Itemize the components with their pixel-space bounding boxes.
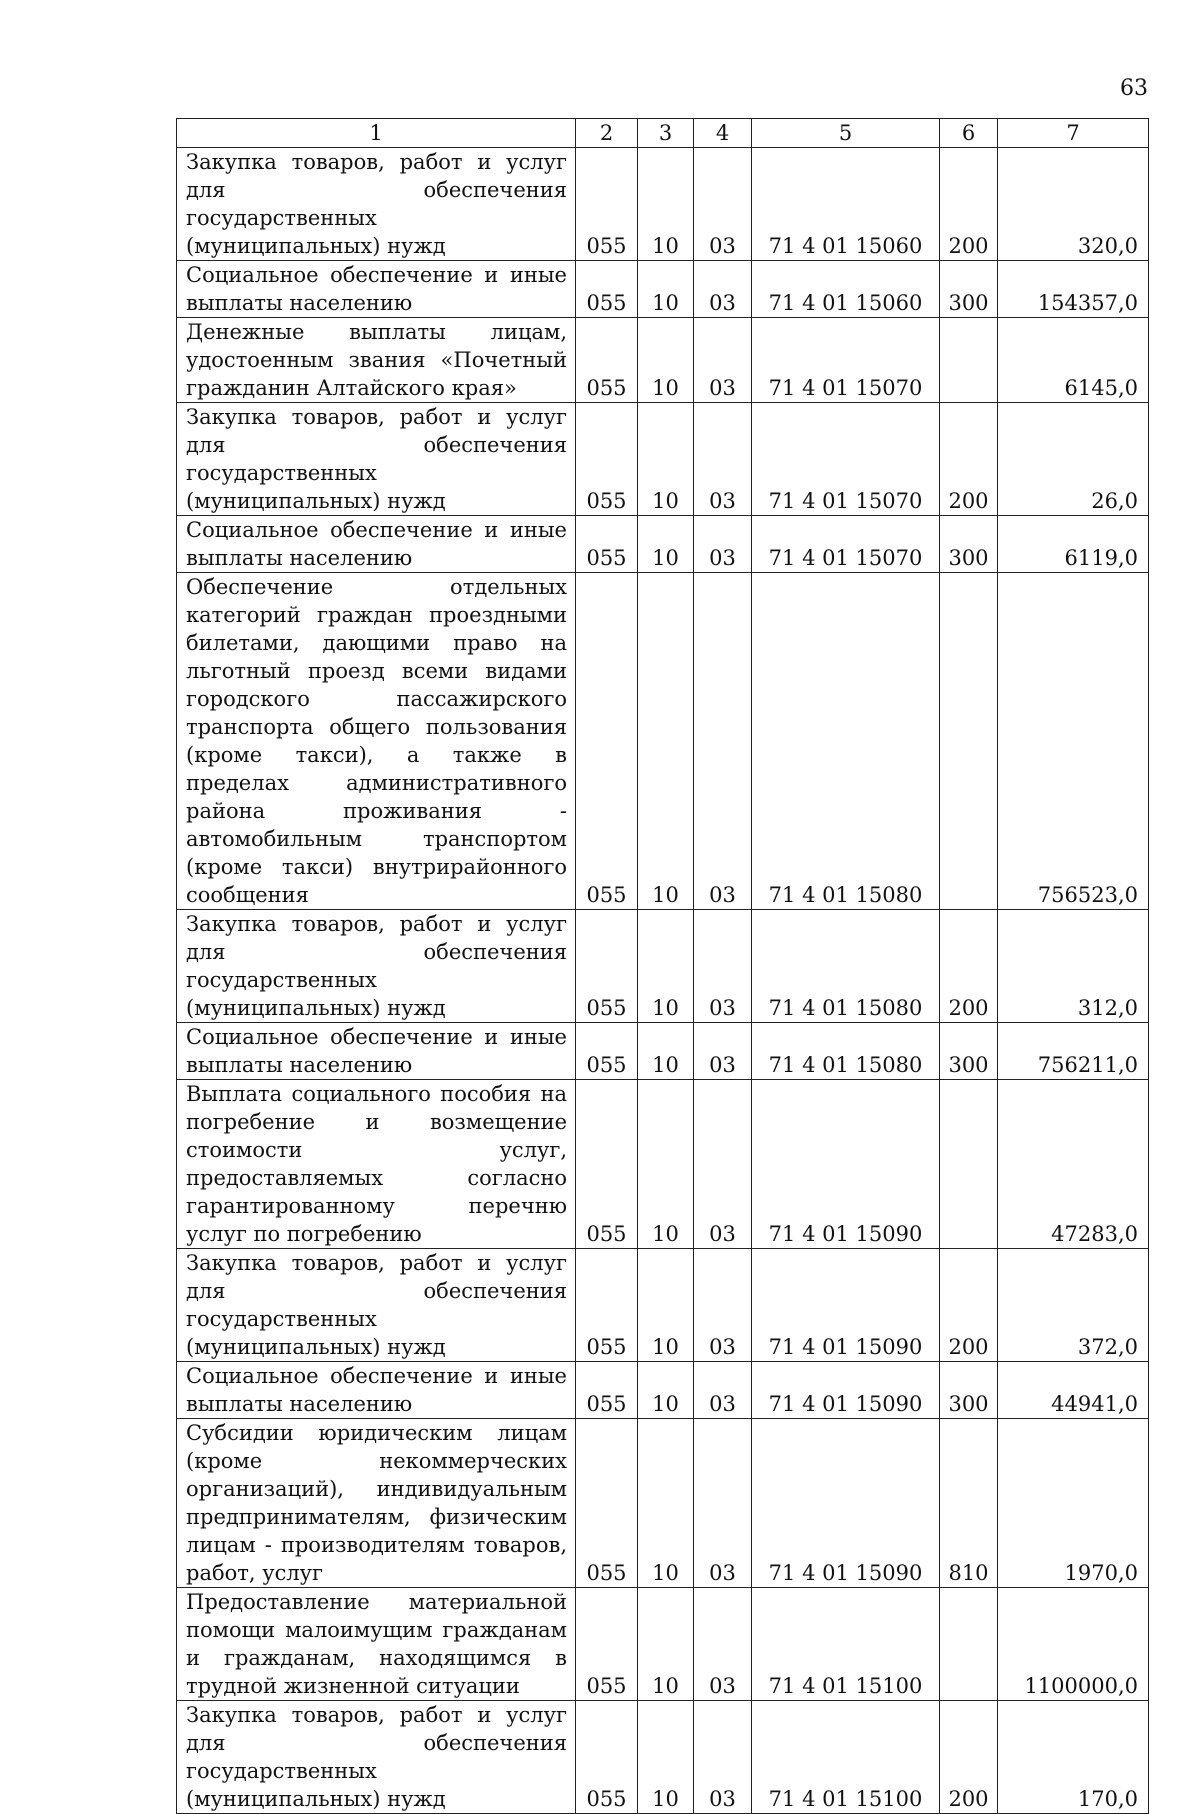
row-expense-type: 200 xyxy=(940,1701,998,1814)
row-amount: 47283,0 xyxy=(998,1080,1149,1249)
row-target-article: 71 4 01 15100 xyxy=(752,1588,940,1701)
table-row xyxy=(177,910,1149,1023)
row-description: Закупка товаров, работ и услуг для обеспечения государственных (муниципальных) нужд xyxy=(177,148,576,261)
row-amount: 1970,0 xyxy=(998,1419,1149,1588)
row-target-article: 71 4 01 15080 xyxy=(752,910,940,1023)
table-row xyxy=(177,1701,1149,1814)
row-section: 10 xyxy=(638,403,694,516)
row-section: 10 xyxy=(638,261,694,318)
row-target-article: 71 4 01 15090 xyxy=(752,1419,940,1588)
row-description: Субсидии юридическим лицам (кроме некоммерческих организаций), индивидуальным предпринимателям, физическим лицам - производителям товаров, работ, услуг xyxy=(177,1419,576,1588)
table-row xyxy=(177,1419,1149,1588)
table-header xyxy=(177,119,1149,148)
row-section: 10 xyxy=(638,318,694,403)
row-amount: 6145,0 xyxy=(998,318,1149,403)
row-target-article: 71 4 01 15060 xyxy=(752,148,940,261)
row-target-article: 71 4 01 15090 xyxy=(752,1362,940,1419)
table-row xyxy=(177,1080,1149,1249)
header-col-2: 2 xyxy=(576,119,638,148)
table-body xyxy=(177,148,1149,1814)
row-target-article: 71 4 01 15070 xyxy=(752,403,940,516)
row-admin-code: 055 xyxy=(576,1701,638,1814)
header-col-5: 5 xyxy=(752,119,940,148)
row-admin-code: 055 xyxy=(576,1249,638,1362)
row-subsection: 03 xyxy=(694,516,752,573)
row-subsection: 03 xyxy=(694,573,752,910)
row-description: Закупка товаров, работ и услуг для обеспечения государственных (муниципальных) нужд xyxy=(177,403,576,516)
row-target-article: 71 4 01 15090 xyxy=(752,1080,940,1249)
row-target-article: 71 4 01 15070 xyxy=(752,516,940,573)
row-amount: 6119,0 xyxy=(998,516,1149,573)
row-subsection: 03 xyxy=(694,1080,752,1249)
row-amount: 44941,0 xyxy=(998,1362,1149,1419)
row-subsection: 03 xyxy=(694,403,752,516)
table-row xyxy=(177,573,1149,910)
row-amount: 312,0 xyxy=(998,910,1149,1023)
row-admin-code: 055 xyxy=(576,318,638,403)
row-expense-type: 200 xyxy=(940,910,998,1023)
row-amount: 170,0 xyxy=(998,1701,1149,1814)
row-subsection: 03 xyxy=(694,1588,752,1701)
row-subsection: 03 xyxy=(694,1249,752,1362)
row-description: Социальное обеспечение и иные выплаты населению xyxy=(177,1023,576,1080)
row-target-article: 71 4 01 15070 xyxy=(752,318,940,403)
table-row xyxy=(177,261,1149,318)
row-section: 10 xyxy=(638,1023,694,1080)
row-expense-type: 200 xyxy=(940,403,998,516)
row-section: 10 xyxy=(638,148,694,261)
row-admin-code: 055 xyxy=(576,1588,638,1701)
row-expense-type xyxy=(940,1080,998,1249)
row-section: 10 xyxy=(638,1419,694,1588)
row-admin-code: 055 xyxy=(576,403,638,516)
row-section: 10 xyxy=(638,1080,694,1249)
table-row xyxy=(177,516,1149,573)
row-target-article: 71 4 01 15100 xyxy=(752,1701,940,1814)
row-amount: 154357,0 xyxy=(998,261,1149,318)
row-amount: 26,0 xyxy=(998,403,1149,516)
row-admin-code: 055 xyxy=(576,1419,638,1588)
row-admin-code: 055 xyxy=(576,261,638,318)
table-row xyxy=(177,403,1149,516)
row-description: Предоставление материальной помощи малоимущим гражданам и гражданам, находящимся в трудной жизненной ситуации xyxy=(177,1588,576,1701)
row-subsection: 03 xyxy=(694,261,752,318)
header-row xyxy=(177,119,1149,148)
table-row xyxy=(177,1588,1149,1701)
row-expense-type: 300 xyxy=(940,1023,998,1080)
row-subsection: 03 xyxy=(694,910,752,1023)
row-subsection: 03 xyxy=(694,318,752,403)
row-admin-code: 055 xyxy=(576,1362,638,1419)
row-expense-type: 300 xyxy=(940,516,998,573)
row-subsection: 03 xyxy=(694,1419,752,1588)
row-admin-code: 055 xyxy=(576,573,638,910)
row-target-article: 71 4 01 15080 xyxy=(752,1023,940,1080)
row-target-article: 71 4 01 15060 xyxy=(752,261,940,318)
row-expense-type: 200 xyxy=(940,1249,998,1362)
header-col-3: 3 xyxy=(638,119,694,148)
row-section: 10 xyxy=(638,516,694,573)
table-row xyxy=(177,1023,1149,1080)
row-description: Денежные выплаты лицам, удостоенным звания «Почетный гражданин Алтайского края» xyxy=(177,318,576,403)
row-description: Социальное обеспечение и иные выплаты населению xyxy=(177,1362,576,1419)
row-description: Социальное обеспечение и иные выплаты населению xyxy=(177,516,576,573)
row-description: Социальное обеспечение и иные выплаты населению xyxy=(177,261,576,318)
row-expense-type: 300 xyxy=(940,261,998,318)
row-expense-type: 810 xyxy=(940,1419,998,1588)
row-admin-code: 055 xyxy=(576,148,638,261)
row-amount: 756211,0 xyxy=(998,1023,1149,1080)
row-section: 10 xyxy=(638,1362,694,1419)
header-col-6: 6 xyxy=(940,119,998,148)
row-admin-code: 055 xyxy=(576,910,638,1023)
row-expense-type xyxy=(940,573,998,910)
row-amount: 756523,0 xyxy=(998,573,1149,910)
row-expense-type: 200 xyxy=(940,148,998,261)
row-subsection: 03 xyxy=(694,148,752,261)
row-amount: 372,0 xyxy=(998,1249,1149,1362)
row-admin-code: 055 xyxy=(576,516,638,573)
row-description: Закупка товаров, работ и услуг для обеспечения государственных (муниципальных) нужд xyxy=(177,910,576,1023)
row-amount: 1100000,0 xyxy=(998,1588,1149,1701)
row-admin-code: 055 xyxy=(576,1023,638,1080)
header-col-7: 7 xyxy=(998,119,1149,148)
row-section: 10 xyxy=(638,1588,694,1701)
page-number: 63 xyxy=(1120,76,1148,101)
row-target-article: 71 4 01 15080 xyxy=(752,573,940,910)
table-row xyxy=(177,318,1149,403)
row-section: 10 xyxy=(638,573,694,910)
row-section: 10 xyxy=(638,1701,694,1814)
row-description: Закупка товаров, работ и услуг для обеспечения государственных (муниципальных) нужд xyxy=(177,1701,576,1814)
row-subsection: 03 xyxy=(694,1362,752,1419)
row-description: Обеспечение отдельных категорий граждан проездными билетами, дающими право на льготный проезд всеми видами городского пассажирского транспорта общего пользования (кроме такси), а также в пределах административного района проживания - автомобильным транспортом (кроме такси) внутрирайонного сообщения xyxy=(177,573,576,910)
row-expense-type xyxy=(940,318,998,403)
header-col-1: 1 xyxy=(177,119,576,148)
header-col-4: 4 xyxy=(694,119,752,148)
row-amount: 320,0 xyxy=(998,148,1149,261)
row-expense-type: 300 xyxy=(940,1362,998,1419)
row-section: 10 xyxy=(638,1249,694,1362)
table-row xyxy=(177,1249,1149,1362)
row-subsection: 03 xyxy=(694,1701,752,1814)
row-section: 10 xyxy=(638,910,694,1023)
budget-table xyxy=(176,118,1149,1814)
row-description: Закупка товаров, работ и услуг для обеспечения государственных (муниципальных) нужд xyxy=(177,1249,576,1362)
row-admin-code: 055 xyxy=(576,1080,638,1249)
table-row xyxy=(177,148,1149,261)
row-description: Выплата социального пособия на погребение и возмещение стоимости услуг, предоставляемых согласно гарантированному перечню услуг по погребению xyxy=(177,1080,576,1249)
row-subsection: 03 xyxy=(694,1023,752,1080)
row-target-article: 71 4 01 15090 xyxy=(752,1249,940,1362)
row-expense-type xyxy=(940,1588,998,1701)
table-row xyxy=(177,1362,1149,1419)
